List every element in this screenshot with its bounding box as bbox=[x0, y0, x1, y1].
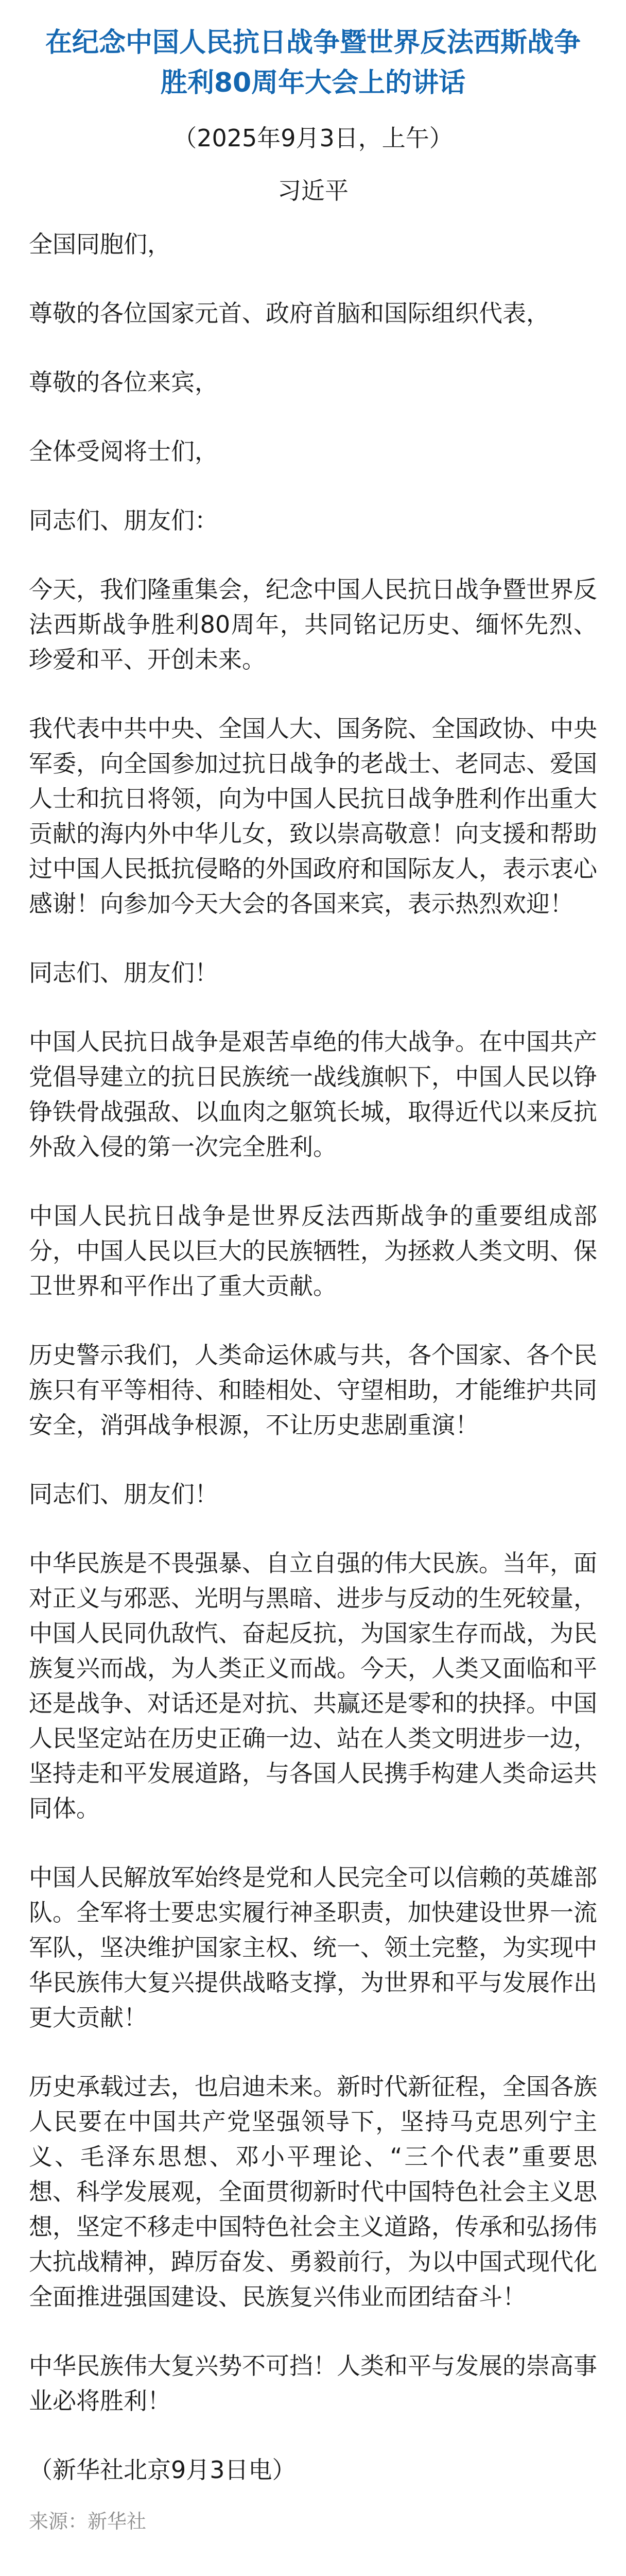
paragraph: 今天，我们隆重集会，纪念中国人民抗日战争暨世界反法西斯战争胜利80周年，共同铭记历史、缅怀先烈、珍爱和平、开创未来。 bbox=[29, 575, 597, 673]
paragraph: 同志们、朋友们！ bbox=[29, 1480, 218, 1508]
paragraph: 历史承载过去，也启迪未来。新时代新征程，全国各族人民要在中国共产党坚强领导下，坚持马克思列宁主义、毛泽东思想、邓小平理论、“三个代表”重要思想、科学发展观，全面贯彻新时代中国特色社会主义思想，坚定不移走中国特色社会主义道路，传承和弘扬伟大抗战精神，踔厉奋发、勇毅前行，为以中国式现代化全面推进强国建设、民族复兴伟业而团结奋斗！ bbox=[29, 2073, 597, 2311]
article-source: 来源：新华社 bbox=[29, 2510, 147, 2533]
paragraph: 历史警示我们，人类命运休戚与共，各个国家、各个民族只有平等相待、和睦相处、守望相助，才能维护共同安全，消弭战争根源，不让历史悲剧重演！ bbox=[29, 1341, 597, 1439]
paragraph: 全体受阅将士们， bbox=[29, 437, 218, 465]
article-body bbox=[29, 227, 597, 2418]
paragraph: 尊敬的各位国家元首、政府首脑和国际组织代表， bbox=[29, 299, 550, 327]
paragraph: 尊敬的各位来宾， bbox=[29, 368, 218, 396]
paragraph: 中华民族伟大复兴势不可挡！人类和平与发展的崇高事业必将胜利！ bbox=[29, 2352, 597, 2415]
paragraph: 全国同胞们， bbox=[29, 230, 171, 258]
article-date: （2025年9月3日，上午） bbox=[173, 124, 453, 152]
paragraph: 中国人民抗日战争是艰苦卓绝的伟大战争。在中国共产党倡导建立的抗日民族统一战线旗帜下，中国人民以铮铮铁骨战强敌、以血肉之躯筑长城，取得近代以来反抗外敌入侵的第一次完全胜利。 bbox=[29, 1028, 597, 1161]
paragraph: 我代表中共中央、全国人大、国务院、全国政协、中央军委，向全国参加过抗日战争的老战士、老同志、爱国人士和抗日将领，向为中国人民抗日战争胜利作出重大贡献的海内外中华儿女，致以崇高敬意！向支援和帮助过中国人民抵抗侵略的外国政府和国际友人，表示衷心感谢！向参加今天大会的各国来宾，表示热烈欢迎！ bbox=[29, 715, 597, 918]
article-author: 习近平 bbox=[277, 177, 349, 205]
paragraph: 中国人民解放军始终是党和人民完全可以信赖的英雄部队。全军将士要忠实履行神圣职责，加快建设世界一流军队，坚决维护国家主权、统一、领土完整，为实现中华民族伟大复兴提供战略支撑，为世界和平与发展作出更大贡献！ bbox=[29, 1863, 597, 2031]
article-dateline: （新华社北京9月3日电） bbox=[29, 2456, 296, 2484]
paragraph: 中国人民抗日战争是世界反法西斯战争的重要组成部分，中国人民以巨大的民族牺牲，为拯救人类文明、保卫世界和平作出了重大贡献。 bbox=[29, 1202, 597, 1300]
paragraph: 中华民族是不畏强暴、自立自强的伟大民族。当年，面对正义与邪恶、光明与黑暗、进步与反动的生死较量，中国人民同仇敌忾、奋起反抗，为国家生存而战，为民族复兴而战，为人类正义而战。今天，人类又面临和平还是战争、对话还是对抗、共赢还是零和的抉择。中国人民坚定站在历史正确一边、站在人类文明进步一边，坚持走和平发展道路，与各国人民携手构建人类命运共同体。 bbox=[29, 1549, 597, 1822]
paragraph: 同志们、朋友们！ bbox=[29, 959, 218, 987]
article-title: 在纪念中国人民抗日战争暨世界反法西斯战争胜利80周年大会上的讲话 bbox=[45, 27, 581, 98]
paragraph: 同志们、朋友们： bbox=[29, 506, 218, 534]
